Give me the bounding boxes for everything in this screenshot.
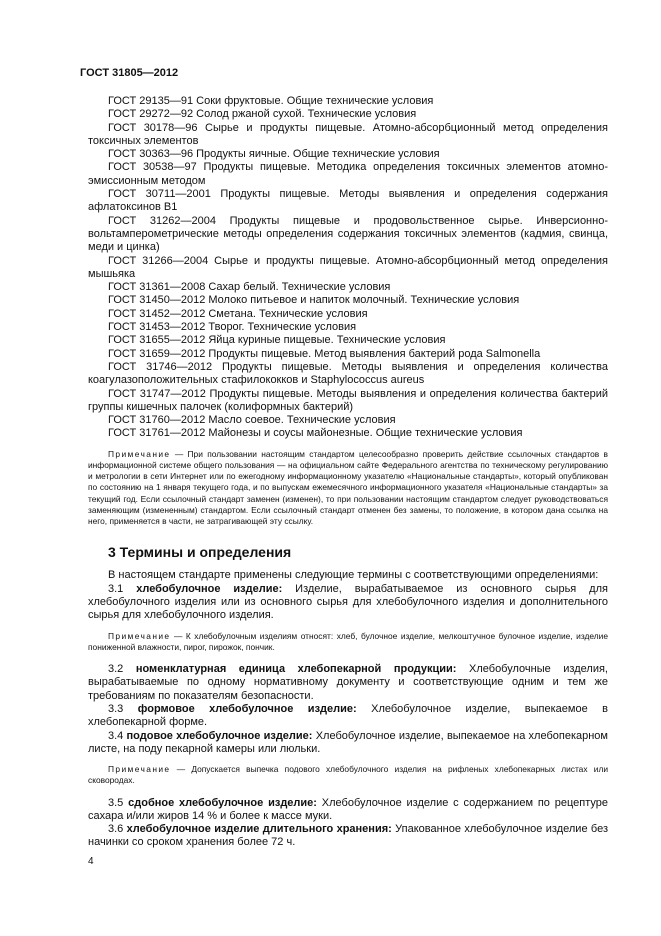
section-title: 3 Термины и определения [108, 544, 292, 561]
term-number: 3.3 [108, 702, 124, 715]
term-definition [88, 797, 608, 824]
term-name: номенклатурная единица хлебопекарной продукции: [135, 663, 457, 676]
page-number: 4 [88, 856, 94, 867]
reference-note [88, 449, 608, 527]
reference-item: ГОСТ 31452—2012 Сметана. Технические условия [108, 307, 368, 320]
reference-item: ГОСТ 30538—97 Продукты пищевые. Методика определения токсичных элементов атомно-эмиссионным методом [88, 161, 608, 187]
reference-item: ГОСТ 31659—2012 Продукты пищевые. Метод выявления бактерий рода Salmonella [108, 347, 541, 360]
term-note [88, 631, 608, 653]
term-name: сдобное хлебобулочное изделие: [128, 796, 317, 809]
normative-references-list [88, 95, 608, 441]
term-note [88, 764, 608, 786]
term-text: Упакованное хлебобулочное изделие без начинки со сроком хранения более 72 ч. [88, 823, 608, 849]
term-name: хлебобулочное изделие длительного хранения: [126, 823, 392, 836]
term-number: 3.4 [108, 729, 124, 742]
term-definition [88, 663, 608, 703]
reference-item: ГОСТ 31262—2004 Продукты пищевые и продовольственное сырье. Инверсионно-вольтамперометрические методы определения содержания токсичных элементов (кадмия, свинца, меди и цинка) [88, 214, 608, 254]
note-text: — К хлебобулочным изделиям относят: хлеб, булочное изделие, мелкоштучное булочное изделие, изделие пониженной влажности, пирог, пирожок, пончик. [88, 630, 608, 652]
term-number: 3.6 [108, 823, 124, 836]
note-text: — Допускается выпечка подового хлебобулочного изделия на рифленых хлебопекарных листах или сковородах. [88, 764, 609, 786]
reference-item: ГОСТ 31450—2012 Молоко питьевое и напиток молочный. Технические условия [108, 294, 520, 307]
reference-item: ГОСТ 31655—2012 Яйца куриные пищевые. Технические условия [108, 334, 446, 347]
term-definition [88, 583, 608, 623]
term-name: подовое хлебобулочное изделие: [126, 729, 313, 742]
reference-item: ГОСТ 31747—2012 Продукты пищевые. Методы выявления и определения количества бактерий группы кишечных палочек (колиформных бактерий) [88, 387, 608, 413]
section-intro: В настоящем стандарте применены следующие термины с соответствующими определениями: [108, 569, 599, 582]
term-text: Хлебобулочные изделия, вырабатываемые по одному нормативному документу и соответствующие одним и тем же требованиям по показателям безопасности. [88, 663, 608, 702]
note-text: — При пользовании настоящим стандартом целесообразно проверить действие ссылочных стандартов в информационной системе общего пользования — на официальном сайте Федерального агентства по техническому регулированию и метрологии в сети Интернет или по ежегодному информационному указателю «Национальные стандарты», который опубликован по состоянию на 1 января текущего года, и по выпускам ежемесячного информационного указателя «Национальные стандарты» за текущий год. Если ссылочный стандарт заменен (изменен), то при пользовании настоящим стандартом следует руководствоваться заменяющим (измененным) стандартом. Если ссылочный стандарт отменен без замены, то положение, в котором дана ссылка на него, применяется в части, не затрагивающей эту ссылку. [88, 448, 609, 526]
term-name: хлебобулочное изделие: [136, 582, 283, 595]
term-text: Хлебобулочное изделие, выпекаемое в хлебопекарной форме. [88, 702, 609, 729]
term-definition [88, 703, 608, 730]
reference-item: ГОСТ 31746—2012 Продукты пищевые. Методы выявления и определения количества коагулазоположительных стафилококков и Staphylococcus aureus [88, 360, 608, 387]
term-text: Изделие, вырабатываемое из основного сырья для хлебобулочного изделия или из основного сырья для хлебобулочного изделия и дополнительного сырья для хлебобулочного изделия. [88, 582, 608, 622]
term-number: 3.1 [108, 582, 124, 595]
term-definition [88, 823, 608, 850]
note-label: Примечание [108, 448, 171, 459]
reference-item: ГОСТ 29272—92 Солод ржаной сухой. Технические условия [108, 108, 417, 121]
document-header: ГОСТ 31805—2012 [80, 67, 179, 79]
reference-item: ГОСТ 31266—2004 Сырье и продукты пищевые. Атомно-абсорбционный метод определения мышьяка [88, 254, 608, 280]
reference-item: ГОСТ 31761—2012 Майонезы и соусы майонезные. Общие технические условия [108, 427, 523, 440]
reference-item: ГОСТ 30178—96 Сырье и продукты пищевые. Атомно-абсорбционный метод определения токсичных элементов [88, 121, 608, 147]
reference-item: ГОСТ 29135—91 Соки фруктовые. Общие технические условия [108, 95, 434, 107]
term-number: 3.2 [108, 663, 124, 676]
term-text: Хлебобулочное изделие, выпекаемое на хлебопекарном листе, на поду пекарной камеры или люльки. [88, 729, 608, 755]
document-body [88, 95, 608, 850]
reference-item: ГОСТ 31453—2012 Творог. Технические условия [108, 321, 357, 334]
term-text: Хлебобулочное изделие с содержанием по рецептуре сахара и/или жиров 14 % и более к массе муки. [88, 796, 608, 822]
term-definition [88, 730, 608, 757]
note-label: Примечание [108, 764, 171, 775]
term-name: формовое хлебобулочное изделие: [137, 702, 357, 715]
reference-item: ГОСТ 31760—2012 Масло соевое. Технические условия [108, 414, 396, 427]
reference-item: ГОСТ 30363—96 Продукты яичные. Общие технические условия [108, 148, 440, 161]
reference-item: ГОСТ 31361—2008 Сахар белый. Технические условия [108, 281, 391, 294]
term-number: 3.5 [108, 796, 124, 809]
reference-item: ГОСТ 30711—2001 Продукты пищевые. Методы выявления и определения содержания афлатоксинов B1 [88, 188, 608, 214]
note-label: Примечание [108, 630, 171, 641]
